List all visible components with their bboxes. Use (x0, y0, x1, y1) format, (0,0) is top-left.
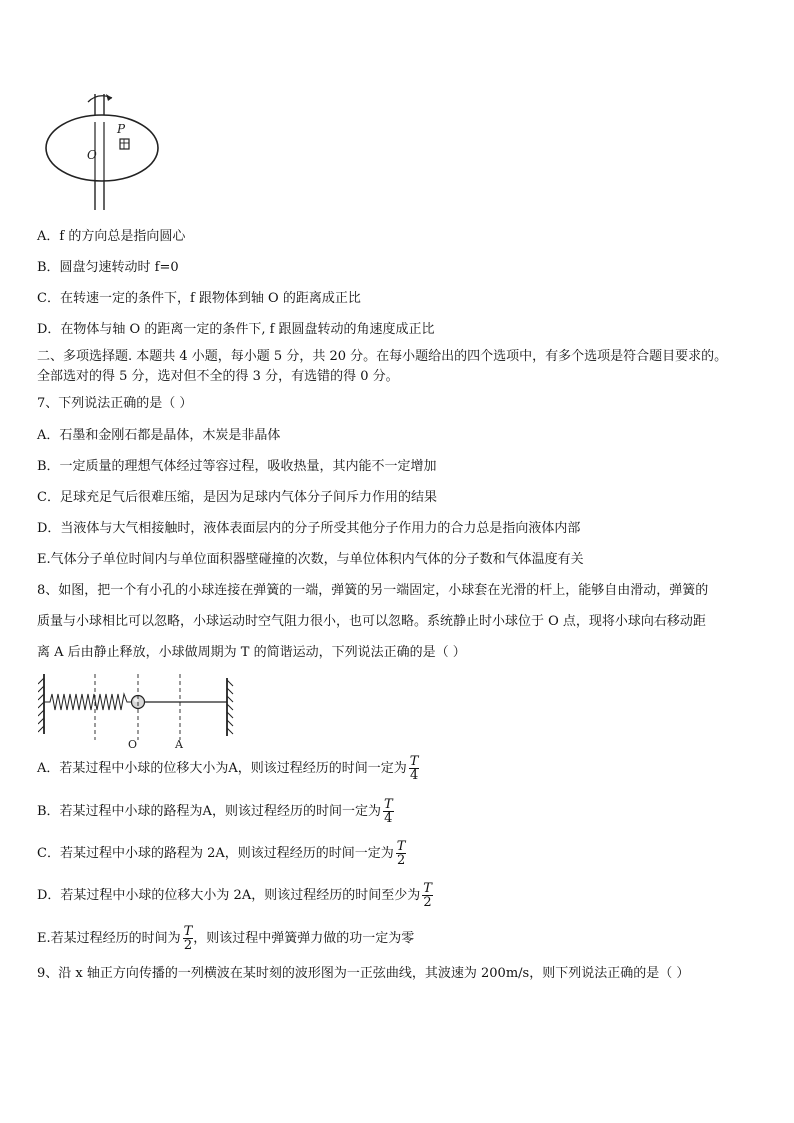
spring-label-a: A (175, 738, 183, 750)
fraction-denominator: 4 (409, 768, 419, 783)
fraction-t-over-4 (383, 798, 394, 825)
fraction-numerator: T (409, 754, 419, 769)
disk-label-p: P (117, 122, 126, 136)
q7-option-d: D．当液体与大气相接触时，液体表面层内的分子所受其他分子作用力的合力总是指向液体内部 (37, 521, 581, 536)
q8-option-a-text: A．若某过程中小球的位移大小为A，则该过程经历的时间一定为 (37, 761, 407, 776)
fraction-denominator: 2 (396, 853, 406, 868)
q6-option-a: A．f 的方向总是指向圆心 (37, 229, 186, 244)
q8-stem-line2: 质量与小球相比可以忽略，小球运动时空气阻力很小，也可以忽略。系统静止时小球位于 O 点，现将小球向右移动距 (37, 614, 706, 629)
fraction-t-over-2 (422, 882, 433, 909)
fraction-t-over-2 (183, 925, 194, 952)
q8-option-c-text: C．若某过程中小球的路程为 2A，则该过程经历的时间一定为 (37, 846, 394, 861)
q8-option-b-text: B．若某过程中小球的路程为A，则该过程经历的时间一定为 (37, 804, 381, 819)
section2-heading-line1: 二、多项选择题. 本题共 4 小题，每小题 5 分，共 20 分。在每小题给出的四个选项中，有多个选项是符合题目要求的。 (37, 349, 728, 364)
fraction-denominator: 4 (384, 811, 393, 826)
q6-option-d: D．在物体与轴 O 的距离一定的条件下, f 跟圆盘转动的角速度成正比 (37, 322, 435, 337)
q8-stem-line1: 8、如图，把一个有小孔的小球连接在弹簧的一端，弹簧的另一端固定，小球套在光滑的杆上，能够自由滑动，弹簧的 (37, 583, 709, 598)
q7-option-b: B．一定质量的理想气体经过等容过程，吸收热量，其内能不一定增加 (37, 459, 437, 474)
disk-label-o: O (87, 148, 97, 162)
q7-option-e: E.气体分子单位时间内与单位面积器壁碰撞的次数，与单位体积内气体的分子数和气体温度有关 (37, 552, 584, 567)
q8-option-b (37, 798, 394, 825)
q7-option-c: C．足球充足气后很难压缩，是因为足球内气体分子间斥力作用的结果 (37, 490, 437, 505)
q8-option-d-text: D．若某过程中小球的位移大小为 2A，则该过程经历的时间至少为 (37, 888, 421, 903)
q8-option-a (37, 755, 419, 782)
q8-option-e-suffix: ，则该过程中弹簧弹力做的功一定为零 (193, 931, 415, 946)
fraction-t-over-4 (409, 755, 420, 782)
q8-option-d (37, 882, 433, 909)
fraction-numerator: T (423, 881, 432, 896)
fraction-numerator: T (383, 797, 393, 812)
q7-stem: 7、下列说法正确的是（ ） (37, 396, 193, 411)
q7-option-a: A．石墨和金刚石都是晶体，木炭是非晶体 (37, 428, 281, 443)
q8-stem-line3: 离 A 后由静止释放，小球做周期为 T 的简谐运动，下列说法正确的是（ ） (37, 645, 466, 660)
q9-stem: 9、沿 x 轴正方向传播的一列横波在某时刻的波形图为一正弦曲线，其波速为 200m/s，则下列说法正确的是（ ） (37, 966, 690, 981)
spring-label-o: O (128, 738, 138, 750)
fraction-numerator: T (183, 924, 193, 939)
fraction-numerator: T (396, 839, 406, 854)
q8-option-e (37, 925, 414, 952)
fraction-denominator: 2 (423, 895, 432, 910)
spring-oscillator-figure (38, 668, 243, 750)
fraction-denominator: 2 (183, 938, 193, 953)
q6-option-c: C．在转速一定的条件下，f 跟物体到轴 O 的距离成正比 (37, 291, 361, 306)
q6-option-b: B．圆盘匀速转动时 f=0 (37, 260, 179, 275)
q8-option-e-prefix: E.若某过程经历的时间为 (37, 931, 181, 946)
fraction-t-over-2 (396, 840, 407, 867)
rotating-disk-figure (38, 88, 168, 213)
section2-heading-line2: 全部选对的得 5 分，选对但不全的得 3 分，有选错的得 0 分。 (37, 369, 399, 384)
q8-option-c (37, 840, 406, 867)
